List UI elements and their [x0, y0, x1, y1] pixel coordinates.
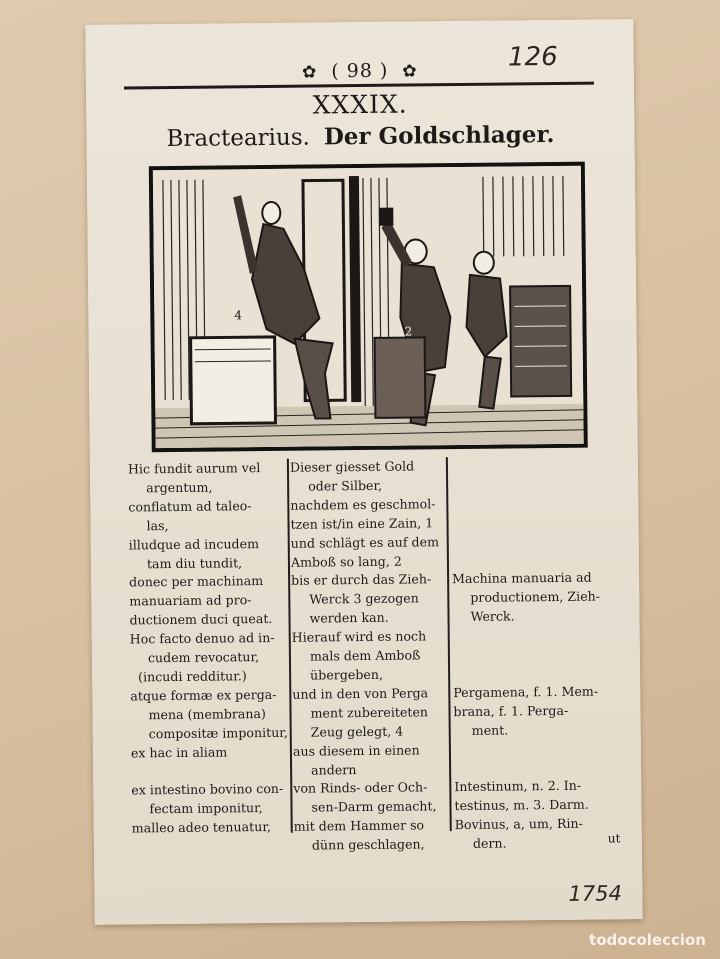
gloss-line	[454, 739, 629, 760]
latin-line	[131, 761, 289, 782]
german-line: oder Silber,	[308, 477, 383, 494]
gloss-line: productionem, Zieh-	[470, 588, 601, 606]
latin-line: malleo adeo tenuatur,	[131, 819, 272, 836]
woodcut-engraving	[153, 166, 584, 448]
gloss-line: brana, f. 1. Perga-	[453, 702, 569, 719]
latin-line: argentum,	[146, 479, 213, 496]
latin-line: atque formæ ex perga-	[130, 686, 277, 704]
latin-column	[128, 459, 290, 839]
latin-line: ductionem duci queat.	[129, 611, 273, 628]
latin-line: ex hac in aliam	[130, 744, 228, 761]
german-line: und in den von Perga	[292, 685, 429, 702]
latin-line: tam diu tundit,	[146, 554, 243, 571]
page-number: ( 98 )	[331, 59, 389, 83]
german-line: von Rinds- oder Och-	[293, 779, 428, 797]
gloss-column	[451, 455, 630, 854]
latin-line: (incudi redditur.)	[138, 668, 247, 685]
german-line: Werck 3 gezogen	[309, 590, 419, 607]
woodcut-number-2: 2	[404, 324, 413, 339]
latin-line: Hoc facto denuo ad in-	[129, 630, 275, 647]
gloss-line: Intestinum, n. 2. In-	[454, 778, 582, 795]
title-latin: Bractearius.	[166, 124, 311, 153]
german-line: Dieser giesset Gold	[289, 458, 415, 475]
latin-line: manuariam ad pro-	[129, 592, 252, 609]
latin-line: mena (membrana)	[148, 705, 266, 723]
gloss-line	[451, 455, 626, 476]
woodcut-illustration	[149, 162, 588, 453]
latin-line: illudque ad incudem	[128, 535, 260, 553]
latin-line: ex intestino bovino con-	[131, 781, 284, 798]
gloss-line: Machina manuaria ad	[452, 570, 592, 587]
gloss-line	[453, 663, 628, 684]
gloss-line: Bovinus, a, um, Rin-	[454, 815, 583, 833]
german-line: dünn geschlagen,	[311, 836, 425, 853]
watermark: todocoleccion	[589, 931, 706, 949]
text-columns	[126, 455, 620, 860]
german-line: andern	[311, 761, 357, 778]
latin-line: compositæ imponitur,	[148, 724, 288, 741]
german-line: sen-Darm gemacht,	[311, 798, 437, 815]
german-line: übergeben,	[310, 666, 383, 683]
latin-line: cudem revocatur,	[147, 649, 260, 666]
latin-line: Hic fundit aurum vel	[127, 460, 261, 477]
handwritten-number: 126	[507, 41, 558, 73]
chapter-number: XXXIX.	[312, 89, 408, 120]
gloss-line	[451, 474, 626, 495]
german-line: mit dem Hammer so	[293, 817, 425, 834]
german-line: mals dem Amboß	[309, 647, 421, 664]
latin-line: donec per machinam	[129, 573, 264, 590]
gloss-line: Pergamena, f. 1. Mem-	[453, 683, 599, 700]
latin-line: las,	[146, 517, 169, 533]
gloss-line: Werck.	[470, 608, 515, 625]
gloss-line: dern.	[472, 835, 507, 852]
german-line: aus diesem in einen	[292, 742, 420, 759]
title-german: Der Goldschlager.	[323, 120, 555, 151]
gloss-line	[451, 493, 626, 514]
woodcut-number-4: 4	[234, 308, 243, 323]
german-line: Zeug gelegt, 4	[310, 723, 404, 740]
gloss-line	[454, 758, 629, 779]
flower-ornament-icon: ✿	[301, 62, 318, 83]
latin-line: conflatum ad taleo-	[128, 497, 252, 515]
german-line: ment zubereiteten	[310, 704, 429, 721]
gloss-line	[453, 644, 628, 665]
gloss-line	[452, 550, 627, 571]
gloss-line: testinus, m. 3. Darm.	[454, 796, 589, 814]
flower-ornament-icon: ✿	[402, 61, 418, 82]
german-line: bis er durch das Zieh-	[291, 571, 432, 589]
gloss-line	[453, 625, 628, 646]
handwritten-year: 1754	[568, 881, 623, 906]
german-column	[290, 457, 460, 856]
gloss-line: ment.	[471, 722, 509, 738]
german-line: werden kan.	[309, 610, 389, 626]
german-line: Amboß so lang, 2	[290, 553, 402, 570]
german-line: Hierauf wird es noch	[291, 628, 427, 645]
german-line: tzen ist/in eine Zain, 1	[290, 514, 434, 532]
book-page	[85, 19, 642, 925]
catchword: ut	[607, 831, 621, 846]
latin-line: fectam imponitur,	[149, 800, 263, 817]
german-line: nachdem es geschmol-	[290, 496, 436, 513]
german-line: und schlägt es auf dem	[290, 533, 440, 551]
gloss-line	[452, 531, 627, 552]
gloss-line	[451, 512, 626, 533]
page-title	[86, 120, 634, 153]
